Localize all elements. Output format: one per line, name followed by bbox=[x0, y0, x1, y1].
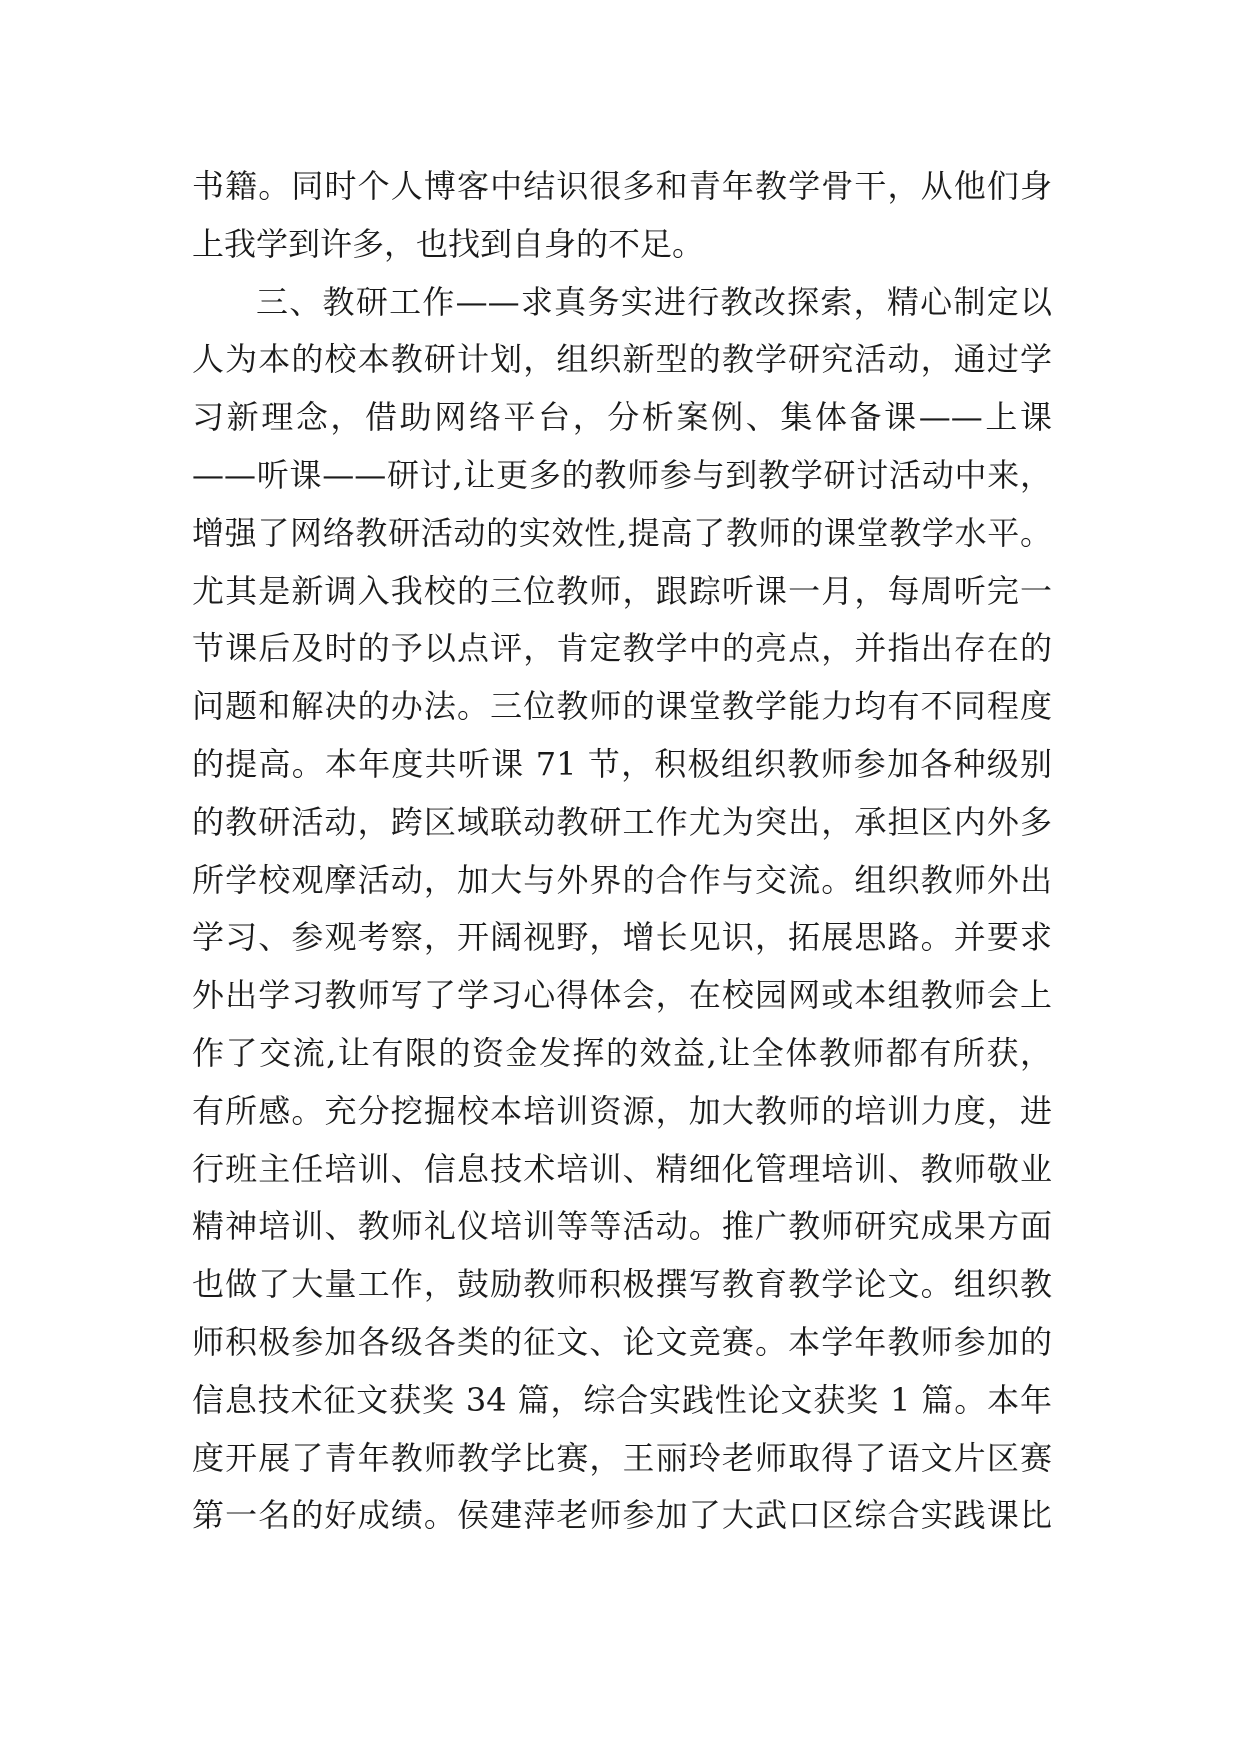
text-line-9: 节课后及时的予以点评，肯定教学中的亮点，并指出存在的 bbox=[192, 629, 1052, 668]
text-line-11: 的提高。本年度共听课 71 节，积极组织教师参加各种级别 bbox=[192, 744, 1052, 783]
text-line-12: 的教研活动，跨区域联动教研工作尤为突出，承担区内外多 bbox=[192, 802, 1052, 841]
text-line-23: 度开展了青年教师教学比赛，王丽玲老师取得了语文片区赛 bbox=[192, 1438, 1052, 1477]
text-line-3: 三、教研工作——求真务实进行教改探索，精心制定以 bbox=[256, 282, 1052, 321]
text-line-14: 学习、参观考察，开阔视野，增长见识，拓展思路。并要求 bbox=[192, 918, 1052, 957]
text-line-2: 上我学到许多，也找到自身的不足。 bbox=[192, 224, 705, 263]
text-line-10: 问题和解决的办法。三位教师的课堂教学能力均有不同程度 bbox=[192, 687, 1052, 726]
text-line-16: 作了交流,让有限的资金发挥的效益,让全体教师都有所获， bbox=[192, 1033, 1052, 1072]
body-text bbox=[192, 158, 1052, 1545]
text-line-20: 也做了大量工作，鼓励教师积极撰写教育教学论文。组织教 bbox=[192, 1265, 1052, 1304]
text-line-19: 精神培训、教师礼仪培训等等活动。推广教师研究成果方面 bbox=[192, 1207, 1052, 1246]
text-line-21: 师积极参加各级各类的征文、论文竞赛。本学年教师参加的 bbox=[192, 1322, 1052, 1361]
text-line-18: 行班主任培训、信息技术培训、精细化管理培训、教师敬业 bbox=[192, 1149, 1052, 1188]
text-line-15: 外出学习教师写了学习心得体会，在校园网或本组教师会上 bbox=[192, 976, 1052, 1015]
text-line-24: 第一名的好成绩。侯建萍老师参加了大武口区综合实践课比 bbox=[192, 1496, 1052, 1535]
text-line-7: 增强了网络教研活动的实效性,提高了教师的课堂教学水平。 bbox=[192, 513, 1052, 552]
text-line-4: 人为本的校本教研计划，组织新型的教学研究活动，通过学 bbox=[192, 340, 1052, 379]
text-line-17: 有所感。充分挖掘校本培训资源，加大教师的培训力度，进 bbox=[192, 1091, 1052, 1130]
text-line-8: 尤其是新调入我校的三位教师，跟踪听课一月，每周听完一 bbox=[192, 571, 1052, 610]
text-line-22: 信息技术征文获奖 34 篇，综合实践性论文获奖 1 篇。本年 bbox=[192, 1380, 1052, 1419]
text-line-6: ——听课——研讨,让更多的教师参与到教学研讨活动中来， bbox=[192, 455, 1052, 494]
text-line-5: 习新理念，借助网络平台，分析案例、集体备课——上课 bbox=[192, 398, 1052, 437]
text-line-1: 书籍。同时个人博客中结识很多和青年教学骨干，从他们身 bbox=[192, 167, 1052, 205]
text-line-13: 所学校观摩活动，加大与外界的合作与交流。组织教师外出 bbox=[192, 860, 1052, 899]
